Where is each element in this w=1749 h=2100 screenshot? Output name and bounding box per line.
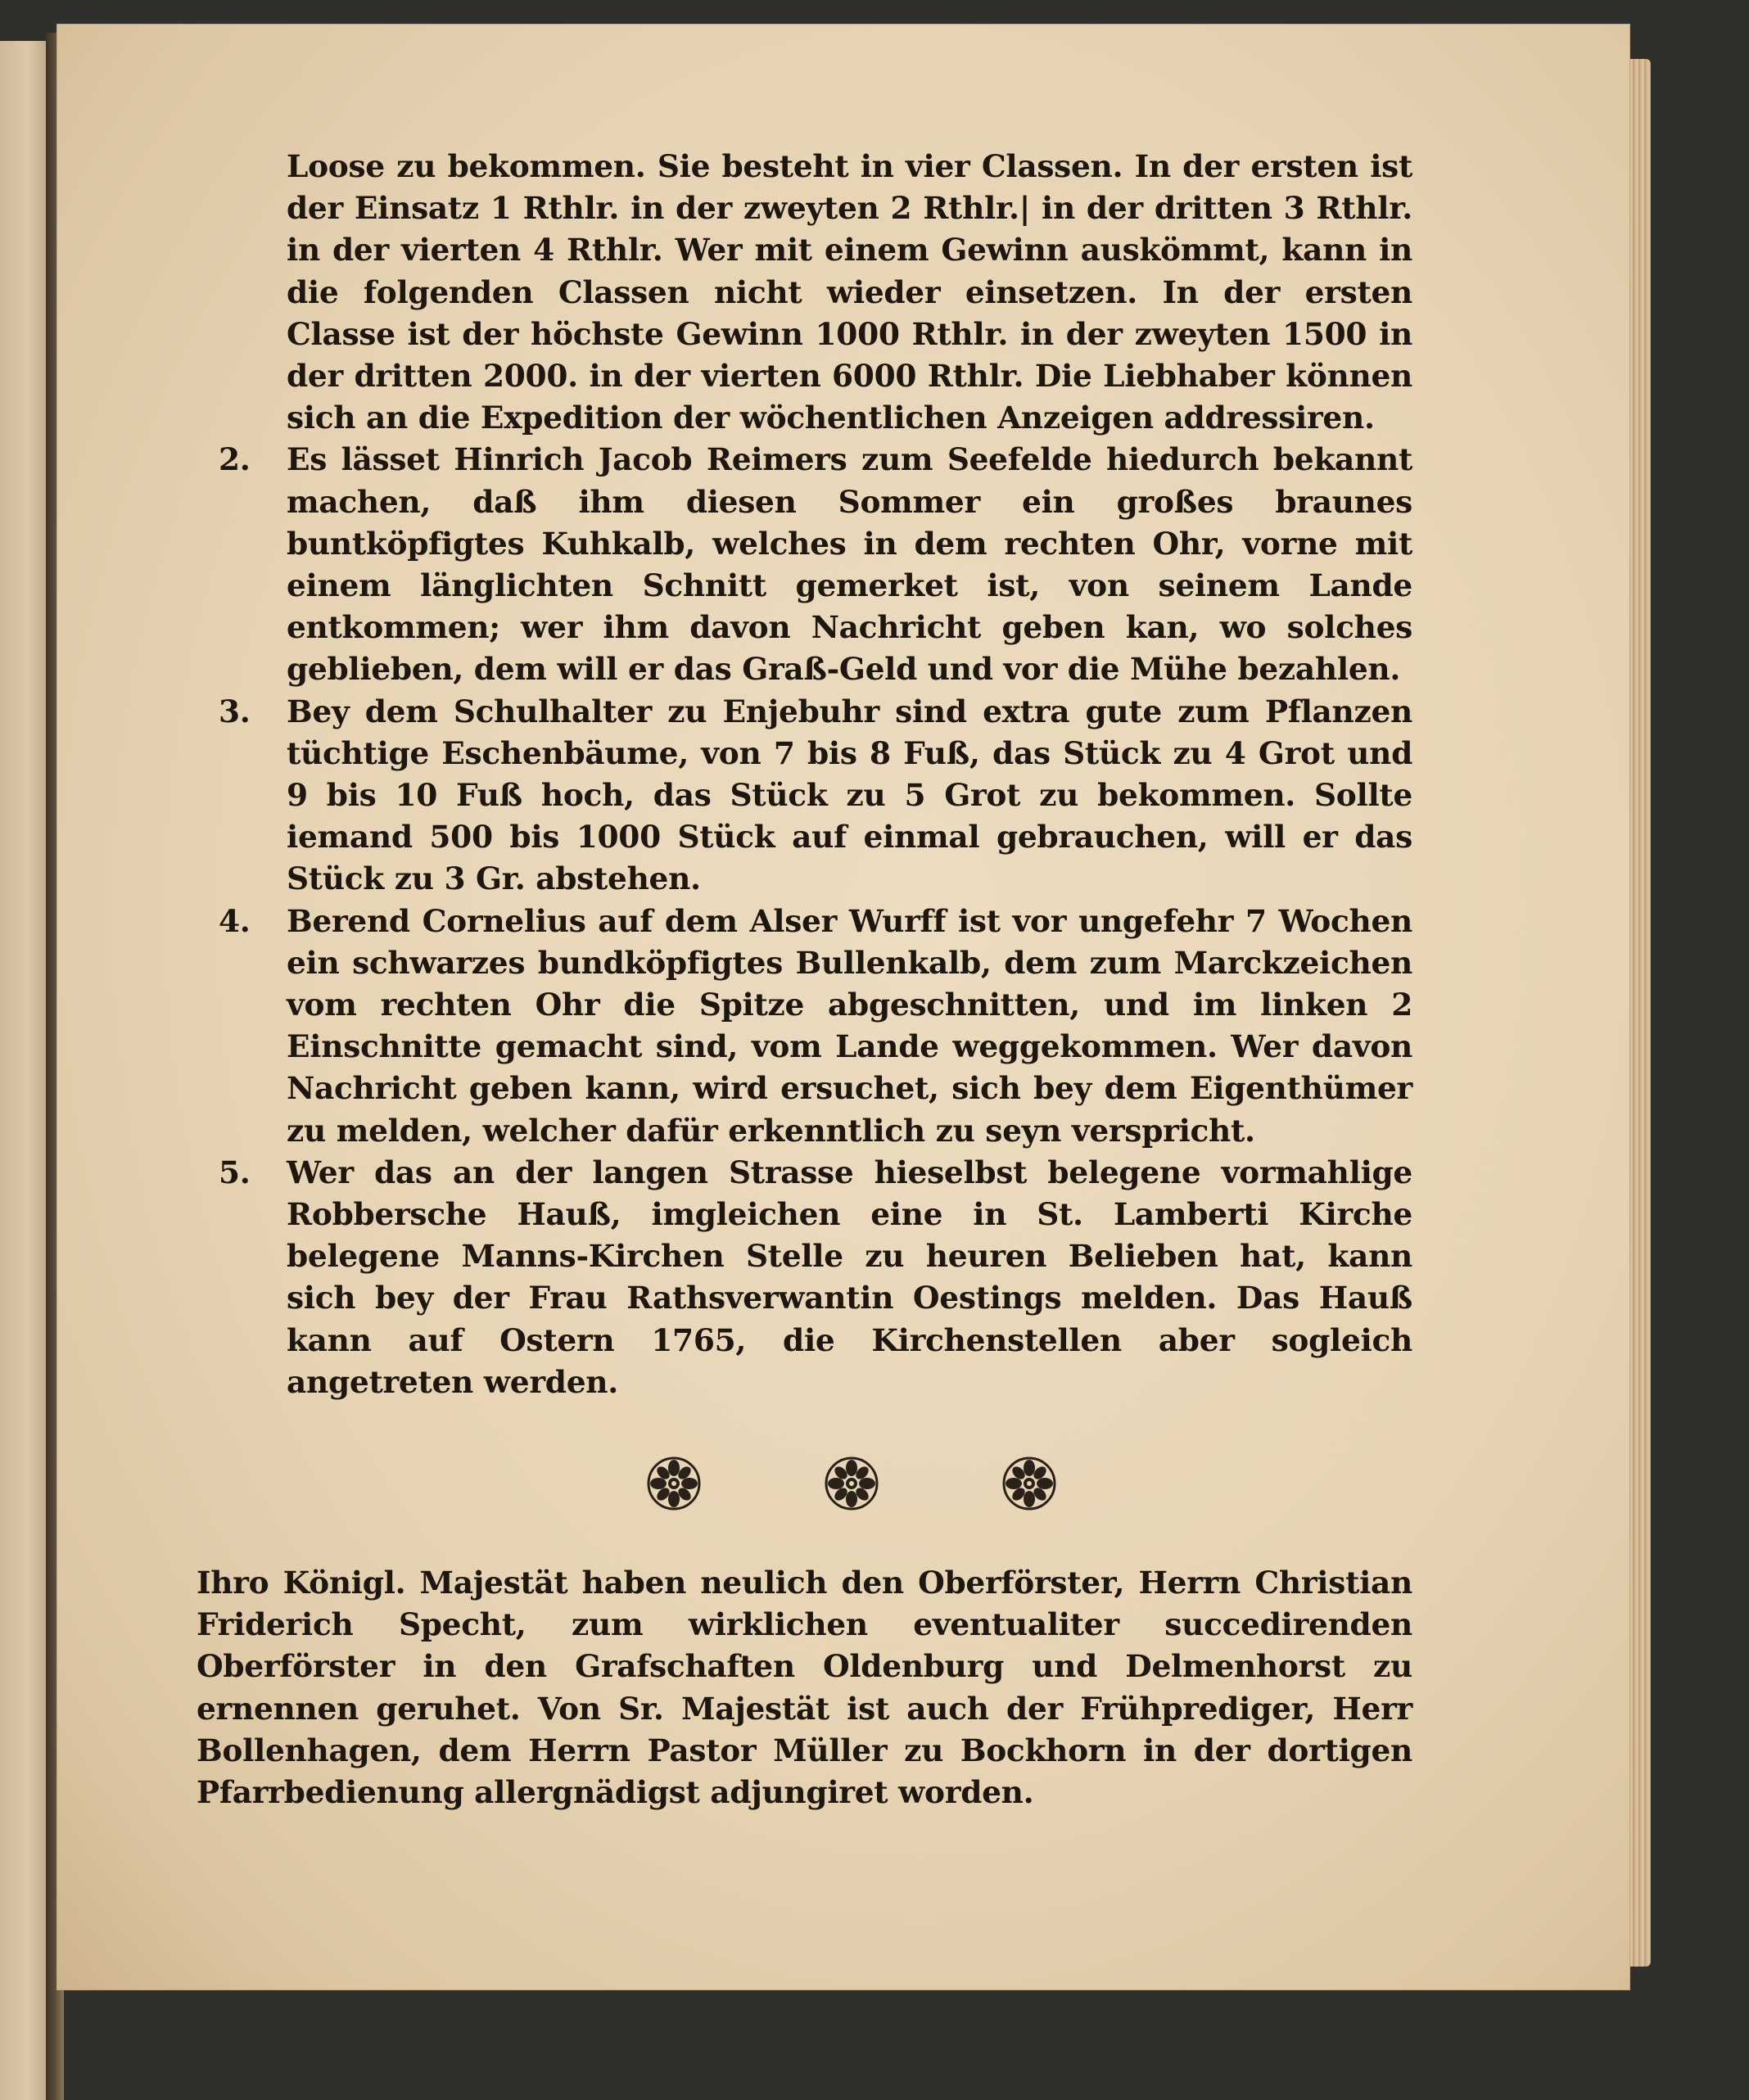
page-text-block: [139, 146, 1412, 1403]
left-page-edge: [0, 41, 51, 2100]
notice-text: Bey dem Schulhalter zu Enjebuhr sind extra gute zum Pflanzen tüchtige Eschenbäume, von 7 bis 8 Fuß, das Stück zu 4 Grot und 9 bis 10 Fuß hoch, das Stück zu 5 Grot zu bekommen. Sollte iemand 500 bis 1000 Stück auf einmal gebrauchen, will er das Stück zu 3 Gr. abstehen.: [287, 693, 1412, 897]
rosette-icon: [647, 1456, 701, 1511]
ornament-divider: [647, 1451, 1056, 1516]
notice-item-4: [139, 901, 1412, 1152]
continuation-text: Loose zu bekommen. Sie besteht in vier Classen. In der ersten ist der Einsatz 1 Rthlr. in der zweyten 2 Rthlr.| in der dritten 3 Rthlr. in der vierten 4 Rthlr. Wer mit einem Gewinn auskömmt, kann in die folgenden Classen nicht wieder einsetzen. In der ersten Classe ist der höchste Gewinn 1000 Rthlr. in der zweyten 1500 in der dritten 2000. in der vierten 6000 Rthlr. Die Liebhaber können sich an die Expedition der wöchentlichen Anzeigen addressiren.: [287, 148, 1412, 436]
notice-number: 3.: [219, 693, 251, 729]
notice-text: Berend Cornelius auf dem Alser Wurff ist vor ungefehr 7 Wochen ein schwarzes bundköpfigtes Bullenkalb, dem zum Marckzeichen vom rechten Ohr die Spitze abgeschnitten, und im linken 2 Einschnitte gemacht sind, vom Lande weggekommen. Wer davon Nachricht geben kann, wird ersuchet, sich bey dem Eigenthümer zu melden, welcher dafür erkenntlich zu seyn verspricht.: [287, 902, 1412, 1149]
notice-item-2: [139, 439, 1412, 690]
notice-text: Wer das an der langen Strasse hieselbst belegene vormahlige Robbersche Hauß, imgleichen eine in St. Lamberti Kirche belegene Manns-Kirchen Stelle zu heuren Belieben hat, kann sich bey der Frau Rathsverwantin Oestings melden. Das Hauß kann auf Ostern 1765, die Kirchenstellen aber sogleich angetreten werden.: [287, 1154, 1412, 1400]
notice-number: 2.: [219, 441, 251, 478]
closing-paragraph: [197, 1562, 1412, 1813]
notice-text: Es lässet Hinrich Jacob Reimers zum Seefelde hiedurch bekannt machen, daß ihm diesen Sommer ein großes braunes buntköpfigtes Kuhkalb, welches in dem rechten Ohr, vorne mit einem länglichten Schnitt gemerket ist, von seinem Lande entkommen; wer ihm davon Nachricht geben kan, wo solches geblieben, dem will er das Graß-Geld und vor die Mühe bezahlen.: [287, 441, 1412, 688]
continuation-paragraph: [139, 146, 1412, 439]
notice-number: 4.: [219, 902, 251, 939]
notice-number: 5.: [219, 1154, 251, 1190]
notice-item-3: [139, 691, 1412, 901]
rosette-icon: [1002, 1456, 1056, 1511]
rosette-icon: [825, 1456, 879, 1511]
book-page: [57, 25, 1629, 1989]
notice-item-5: [139, 1152, 1412, 1403]
closing-text: Ihro Königl. Majestät haben neulich den Oberförster, Herrn Christian Friderich Specht, zum wirklichen eventualiter succedirenden Oberförster in den Grafschaften Oldenburg und Delmenhorst zu ernennen geruhet. Von Sr. Majestät ist auch der Frühprediger, Herr Bollenhagen, dem Herrn Pastor Müller zu Bockhorn in der dortigen Pfarrbedienung allergnädigst adjungiret worden.: [197, 1565, 1412, 1811]
